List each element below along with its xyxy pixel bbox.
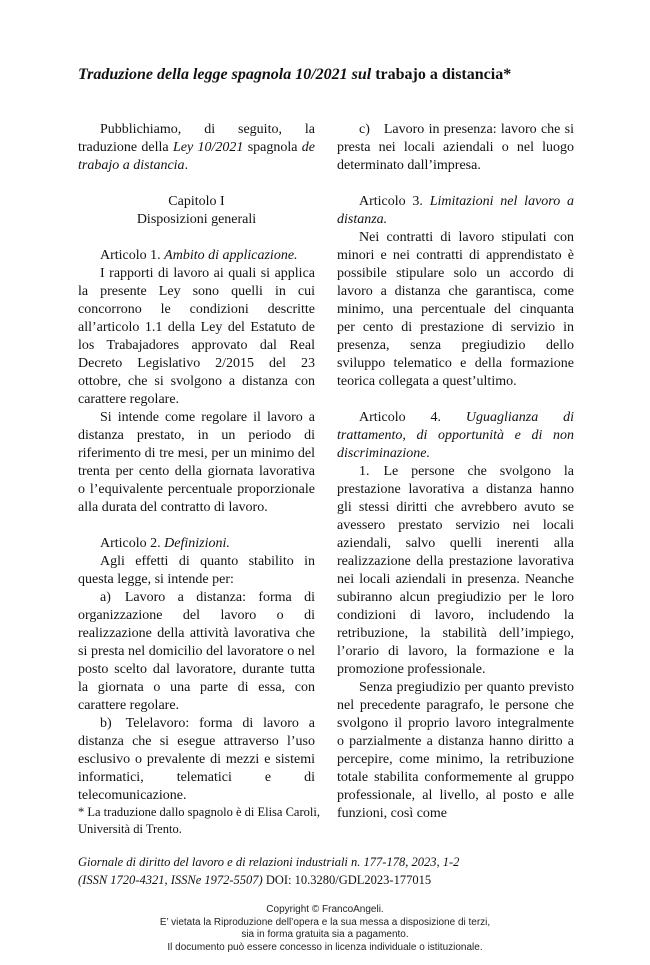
right-column (337, 121, 574, 823)
article-title: Uguaglianza di trattamento, di opportunità e di non discriminazione. (337, 410, 575, 461)
left-column (78, 121, 315, 805)
chapter-name: Disposizioni generali (136, 212, 257, 227)
document-title (78, 66, 598, 84)
copyright-line: sia in forma gratuita sia a pagamento. (241, 929, 409, 940)
article-2-item-b: b) Telelavoro: forma di lavoro a distanza che si esegue attraverso l’uso esclusivo o prevalente di mezzi e sistemi informatici, telematici e di telecomunicazione. (78, 716, 315, 803)
article-label: Articolo 4. (359, 410, 466, 425)
article-title: Limitazioni nel lavoro a distanza. (337, 194, 574, 227)
article-title: Ambito di applicazione. (164, 248, 298, 263)
translator-footnote: * La traduzione dallo spagnolo è di Elisa Caroli, Università di Trento. (78, 805, 320, 836)
intro-paragraph (78, 121, 315, 175)
article-2-heading (78, 535, 315, 553)
article-label: Articolo 1. (100, 248, 165, 263)
article-4-paragraph-2: Senza pregiudizio per quanto previsto nel precedente paragrafo, le persone che svolgono il proprio lavoro integralmente o parzialmente a distanza hanno diritto a percepire, come minimo, la retribuzione totale stabilita conformemente al gruppo professionale, al livello, al posto e alle funzioni, così come (337, 680, 574, 821)
intro-law-name: Ley 10/2021 (172, 140, 244, 155)
title-footnote-marker: * (503, 66, 512, 83)
article-2-item-c: c) Lavoro in presenza: lavoro che si presta nei locali aziendali o nel luogo determinato dall’impresa. (337, 122, 574, 173)
journal-citation (78, 853, 598, 889)
copyright-line: Copyright © FrancoAngeli. (266, 904, 384, 915)
article-3-heading (337, 193, 574, 229)
citation-issn: (ISSN 1720-4321, ISSNe 1972-5507) (78, 873, 263, 887)
intro-text: spagnola (243, 140, 302, 155)
intro-text: . (184, 158, 189, 173)
copyright-notice (0, 904, 650, 954)
article-label: Articolo 3. (359, 194, 430, 209)
article-1-paragraph-1: I rapporti di lavoro ai quali si applica la presente Ley sono quelli in cui concorrono le condizioni descritte all’articolo 1.1 della Ley del Estatuto de los Trabajadores approvato dal Real Decreto Legislativo 2/2015 del 23 ottobre, che si svolgono a distanza con carattere regolare. (78, 266, 315, 407)
citation-journal: Giornale di diritto del lavoro e di relazioni industriali n. 177-178, 2023, 1-2 (78, 855, 460, 869)
intro-text: Pubblichiamo, di seguito, la traduzione della (78, 122, 315, 155)
chapter-number: Capitolo I (168, 194, 225, 209)
intro-topic: de trabajo a distancia (78, 140, 316, 173)
article-4-paragraph-1: 1. Le persone che svolgono la prestazione lavorativa a distanza hanno gli stessi diritti che avrebbero avuto se avessero prestato servizio nei locali aziendali, salvo quelli inerenti alla realizzazione della prestazione lavorativa nei locali aziendali in presenza. Neanche subiranno alcun pregiudizio per le loro condizioni di lavoro, includendo la retribuzione, la stabilità dell’impiego, l’orario di lavoro, la formazione e la promozione professionale. (337, 464, 574, 677)
article-3-paragraph-1: Nei contratti di lavoro stipulati con minori e nei contratti di apprendistato è possibile stipulare solo un accordo di lavoro a distanza che garantisca, come minimo, una percentuale del cinquanta per cento di prestazione di servizio in presenza, senza pregiudizio dello sviluppo telematico e della formazione teorica collegata a quest’ultimo. (337, 230, 574, 389)
article-2-paragraph-1: Agli effetti di quanto stabilito in questa legge, si intende per: (78, 554, 315, 587)
title-italic: Traduzione della legge spagnola 10/2021 sul (78, 66, 372, 83)
article-1-paragraph-2: Si intende come regolare il lavoro a distanza prestato, in un periodo di riferimento di tre mesi, per un minimo del trenta per cento della giornata lavorativa o l’equivalente percentuale proporzionale alla durata del contratto di lavoro. (78, 410, 315, 515)
article-1-heading (78, 247, 315, 265)
article-2-item-a: a) Lavoro a distanza: forma di organizzazione del lavoro o di realizzazione della attività lavorativa che si presta nel domicilio del lavoratore o nel posto scelto dal lavoratore, durante tutta la giornata o una parte di essa, con carattere regolare. (78, 590, 315, 713)
article-title: Definizioni. (164, 536, 230, 551)
title-plain: trabajo a distancia (371, 66, 504, 83)
article-label: Articolo 2. (100, 536, 165, 551)
copyright-line: E’ vietata la Riproduzione dell’opera e la sua messa a disposizione di terzi, (159, 916, 491, 928)
article-4-heading (337, 409, 574, 463)
copyright-line: Il documento può essere concesso in licenza individuale o istituzionale. (167, 941, 483, 953)
citation-doi: DOI: 10.3280/GDL2023-177015 (262, 873, 432, 887)
